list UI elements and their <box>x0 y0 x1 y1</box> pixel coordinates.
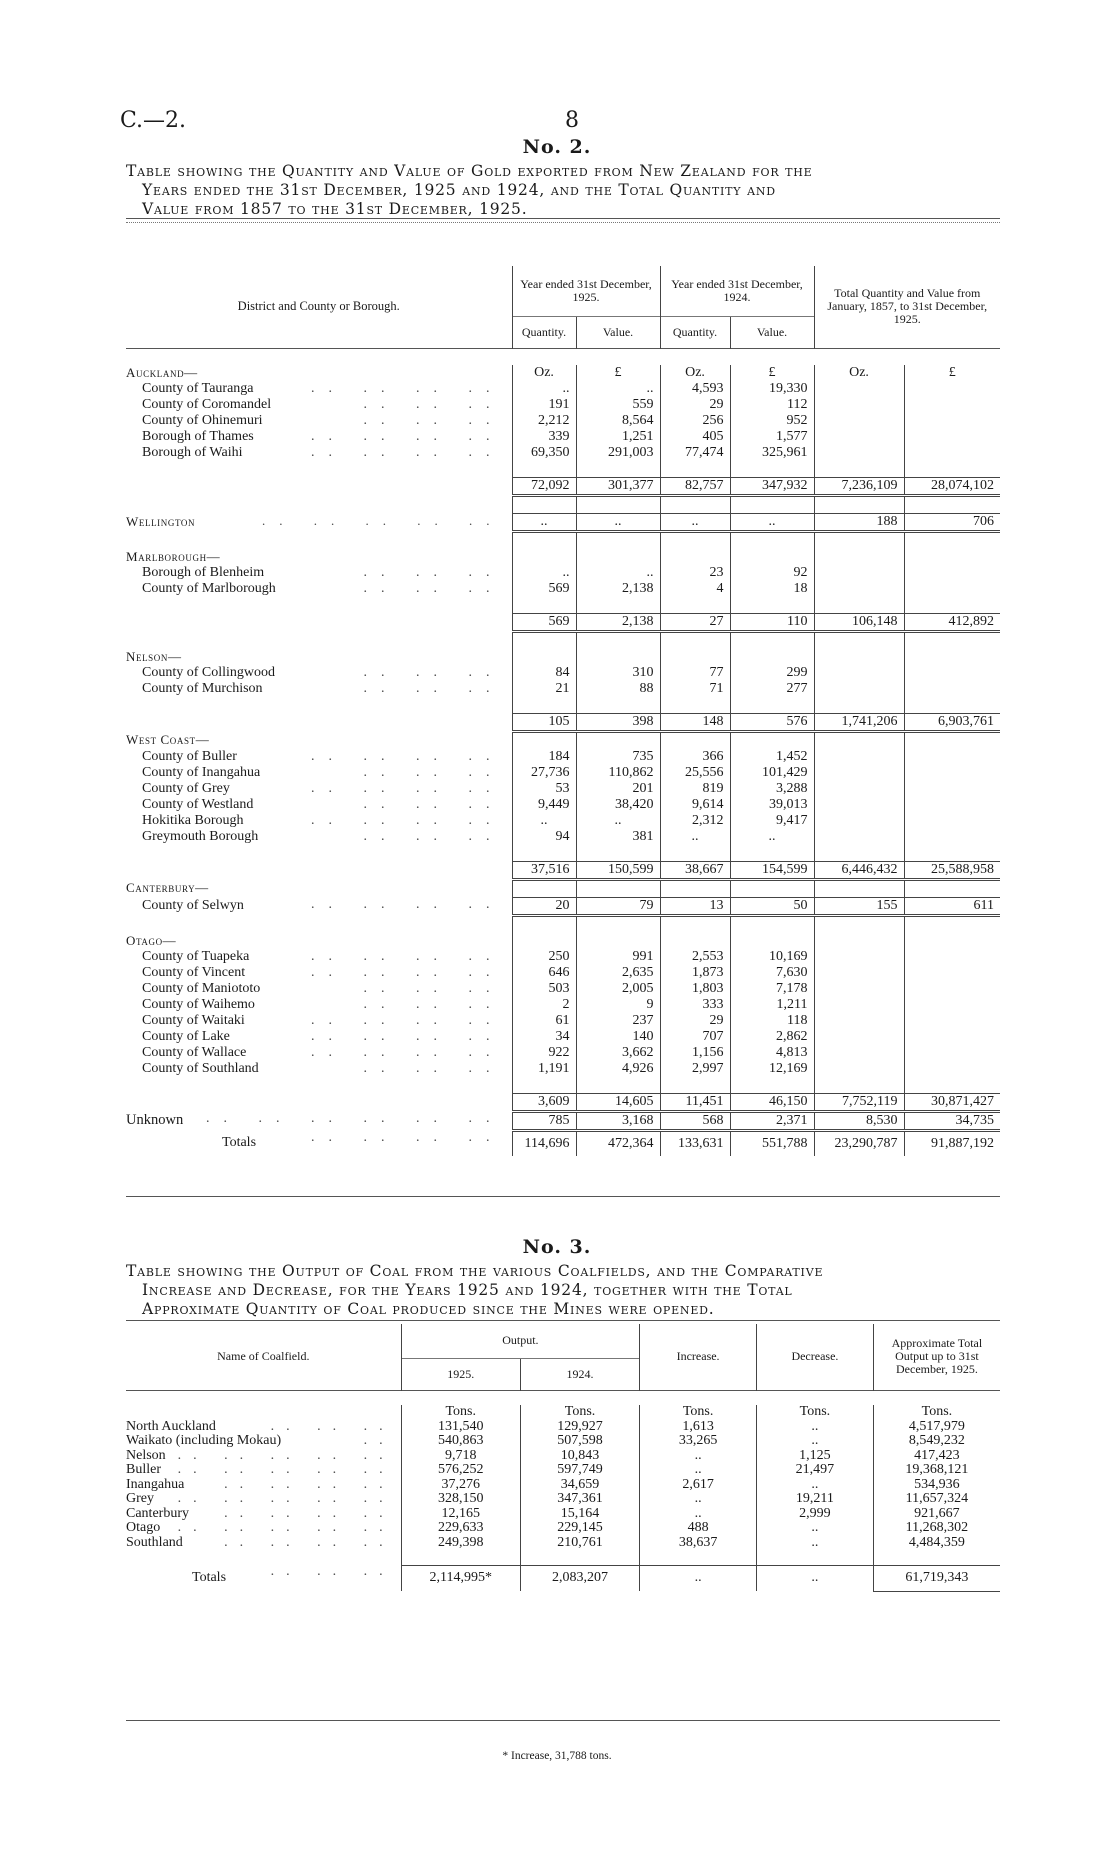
table-row: County of Westland .. .. .. 9,449 38,420 9,614 39,013 <box>126 797 1000 813</box>
table-row: County of Ohinemuri .. .. .. 2,212 8,564 256 952 <box>126 413 1000 429</box>
col-total: Total Quantity and Value from January, 1857, to 31st December, 1925. <box>814 266 1000 348</box>
section-west-coast: West Coast— <box>126 731 1000 749</box>
rule-top <box>126 218 1000 219</box>
table-row: County of Vincent .. .. .. .. 646 2,635 1,873 7,630 <box>126 965 1000 981</box>
page-number: 8 <box>565 108 579 133</box>
col-decrease: Decrease. <box>757 1324 874 1390</box>
col-approx-total: Approximate Total Output up to 31st December, 1925. <box>873 1324 1000 1390</box>
coal-table-number: No. 3. <box>522 1236 592 1258</box>
caption-line: Table showing the Output of Coal from the various Coalfields, and the Comparative <box>126 1262 824 1280</box>
gold-export-table <box>126 266 1000 1156</box>
table-row: Southland .. .. .. .. 249,398 210,761 38,637 .. 4,484,359 <box>126 1536 1000 1551</box>
table-row: Inangahua .. .. .. .. 37,276 34,659 2,617 .. 534,936 <box>126 1478 1000 1493</box>
table-row: Borough of Thames .. .. .. .. 339 1,251 405 1,577 <box>126 429 1000 445</box>
caption-line: Years ended the 31st December, 1925 and 1924, and the Total Quantity and <box>142 181 776 199</box>
unit-pound: £ <box>730 365 814 381</box>
table-row: North Auckland .. .. .. 131,540 129,927 1,613 .. 4,517,979 <box>126 1420 1000 1435</box>
table-row: Otago .. .. .. .. .. 229,633 229,145 488 .. 11,268,302 <box>126 1521 1000 1536</box>
subtotal-marlborough: 569 2,138 27 110 106,148 412,892 <box>126 613 1000 631</box>
unit-pound: £ <box>904 365 1000 381</box>
table-row: Greymouth Borough .. .. .. 94 381 .. .. <box>126 829 1000 845</box>
table-row: Buller .. .. .. .. .. 576,252 597,749 .. 21,497 19,368,121 <box>126 1463 1000 1478</box>
unit-oz: Oz. <box>814 365 904 381</box>
table-row: County of Waitaki .. .. .. .. 61 237 29 118 <box>126 1013 1000 1029</box>
table-row: Borough of Waihi .. .. .. .. 69,350 291,003 77,474 325,961 <box>126 445 1000 461</box>
col-district: District and County or Borough. <box>237 299 400 314</box>
rule-coal-top <box>126 1320 1000 1321</box>
table-row: County of Lake .. .. .. .. 34 140 707 2,862 <box>126 1029 1000 1045</box>
col-quantity-1924: Quantity. <box>660 316 730 348</box>
table-row: Waikato (including Mokau) .. 540,863 507,598 33,265 .. 8,549,232 <box>126 1434 1000 1449</box>
rule-top-dotted <box>126 222 1000 223</box>
section-otago: Otago— <box>126 933 1000 949</box>
row-totals: Totals .. .. .. .. 114,696 472,364 133,631 551,788 23,290,787 91,887,192 <box>126 1130 1000 1156</box>
unit-oz: Oz. <box>512 365 576 381</box>
table-row: County of Marlborough .. .. .. 569 2,138 4 18 <box>126 581 1000 597</box>
subtotal-west-coast: 37,516 150,599 38,667 154,599 6,446,432 25,588,958 <box>126 861 1000 879</box>
caption-line: Approximate Quantity of Coal produced since the Mines were opened. <box>142 1300 715 1318</box>
section-marlborough: Marlborough— <box>126 549 1000 565</box>
col-year-1924: Year ended 31st December, 1924. <box>660 266 814 316</box>
col-1925: 1925. <box>401 1358 520 1390</box>
section-canterbury: Canterbury— <box>126 879 1000 897</box>
units-row: Tons. Tons. Tons. Tons. Tons. <box>126 1405 1000 1420</box>
gold-table-number: No. 2. <box>522 136 592 158</box>
caption-line: Value from 1857 to the 31st December, 1925. <box>142 200 528 218</box>
rule-bottom <box>126 1196 1000 1197</box>
table-row: County of Inangahua .. .. .. 27,736 110,862 25,556 101,429 <box>126 765 1000 781</box>
row-totals: Totals .. .. .. 2,114,995* 2,083,207 .. .. 61,719,343 <box>126 1565 1000 1591</box>
row-unknown: Unknown .. .. .. .. .. .. 785 3,168 568 2,371 8,530 34,735 <box>126 1111 1000 1130</box>
table-row: County of Buller .. .. .. .. 184 735 366 1,452 <box>126 749 1000 765</box>
subtotal-nelson: 105 398 148 576 1,741,206 6,903,761 <box>126 713 1000 731</box>
coal-table-caption <box>126 1262 998 1319</box>
subtotal-auckland: 72,092 301,377 82,757 347,932 7,236,109 28,074,102 <box>126 477 1000 495</box>
table-row: Canterbury .. .. .. .. 12,165 15,164 .. 2,999 921,667 <box>126 1507 1000 1522</box>
table-row: County of Waihemo .. .. .. 2 9 333 1,211 <box>126 997 1000 1013</box>
section-nelson: Nelson— <box>126 649 1000 665</box>
caption-line: Table showing the Quantity and Value of Gold exported from New Zealand for the <box>126 162 813 180</box>
section-auckland: Auckland— Oz. £ Oz. £ Oz. £ <box>126 365 1000 381</box>
col-quantity-1925: Quantity. <box>512 316 576 348</box>
col-year-1925: Year ended 31st December, 1925. <box>512 266 660 316</box>
document-reference: C.—2. <box>120 108 187 133</box>
table-row: County of Grey .. .. .. .. 53 201 819 3,288 <box>126 781 1000 797</box>
table-row: County of Tuapeka .. .. .. .. 250 991 2,553 10,169 <box>126 949 1000 965</box>
col-output: Output. <box>401 1324 640 1358</box>
caption-line: Increase and Decrease, for the Years 1925 and 1924, together with the Total <box>142 1281 793 1299</box>
table-row: County of Southland .. .. .. 1,191 4,926 2,997 12,169 <box>126 1061 1000 1077</box>
table-row: County of Coromandel .. .. .. 191 559 29 112 <box>126 397 1000 413</box>
section-wellington: Wellington .. .. .. .. .. .. .. .. .. 188 706 <box>126 513 1000 531</box>
unit-oz: Oz. <box>660 365 730 381</box>
table-row: County of Wallace .. .. .. .. 922 3,662 1,156 4,813 <box>126 1045 1000 1061</box>
table-row: County of Selwyn .. .. .. .. 20 79 13 50 155 611 <box>126 897 1000 915</box>
subtotal-otago: 3,609 14,605 11,451 46,150 7,752,119 30,871,427 <box>126 1093 1000 1111</box>
col-value-1925: Value. <box>576 316 660 348</box>
col-1924: 1924. <box>520 1358 639 1390</box>
col-increase: Increase. <box>640 1324 757 1390</box>
table-row: Grey .. .. .. .. .. 328,150 347,361 .. 19,211 11,657,324 <box>126 1492 1000 1507</box>
page-header <box>120 108 1000 138</box>
gold-table-caption <box>126 162 998 219</box>
table-row: Borough of Blenheim .. .. .. .. .. 23 92 <box>126 565 1000 581</box>
col-coalfield: Name of Coalfield. <box>217 1349 310 1364</box>
table-row: Nelson .. .. .. .. .. 9,718 10,843 .. 1,125 417,423 <box>126 1449 1000 1464</box>
unit-pound: £ <box>576 365 660 381</box>
table-row: County of Tauranga .. .. .. .. .. .. 4,593 19,330 <box>126 381 1000 397</box>
rule-coal-bottom <box>126 1720 1000 1721</box>
coal-output-table <box>126 1324 1000 1592</box>
table-row: County of Murchison .. .. .. 21 88 71 277 <box>126 681 1000 697</box>
table-row: County of Maniototo .. .. .. 503 2,005 1,803 7,178 <box>126 981 1000 997</box>
footnote: * Increase, 31,788 tons. <box>502 1750 612 1762</box>
col-value-1924: Value. <box>730 316 814 348</box>
table-row: County of Collingwood .. .. .. 84 310 77 299 <box>126 665 1000 681</box>
table-row: Hokitika Borough .. .. .. .. .. .. 2,312 9,417 <box>126 813 1000 829</box>
